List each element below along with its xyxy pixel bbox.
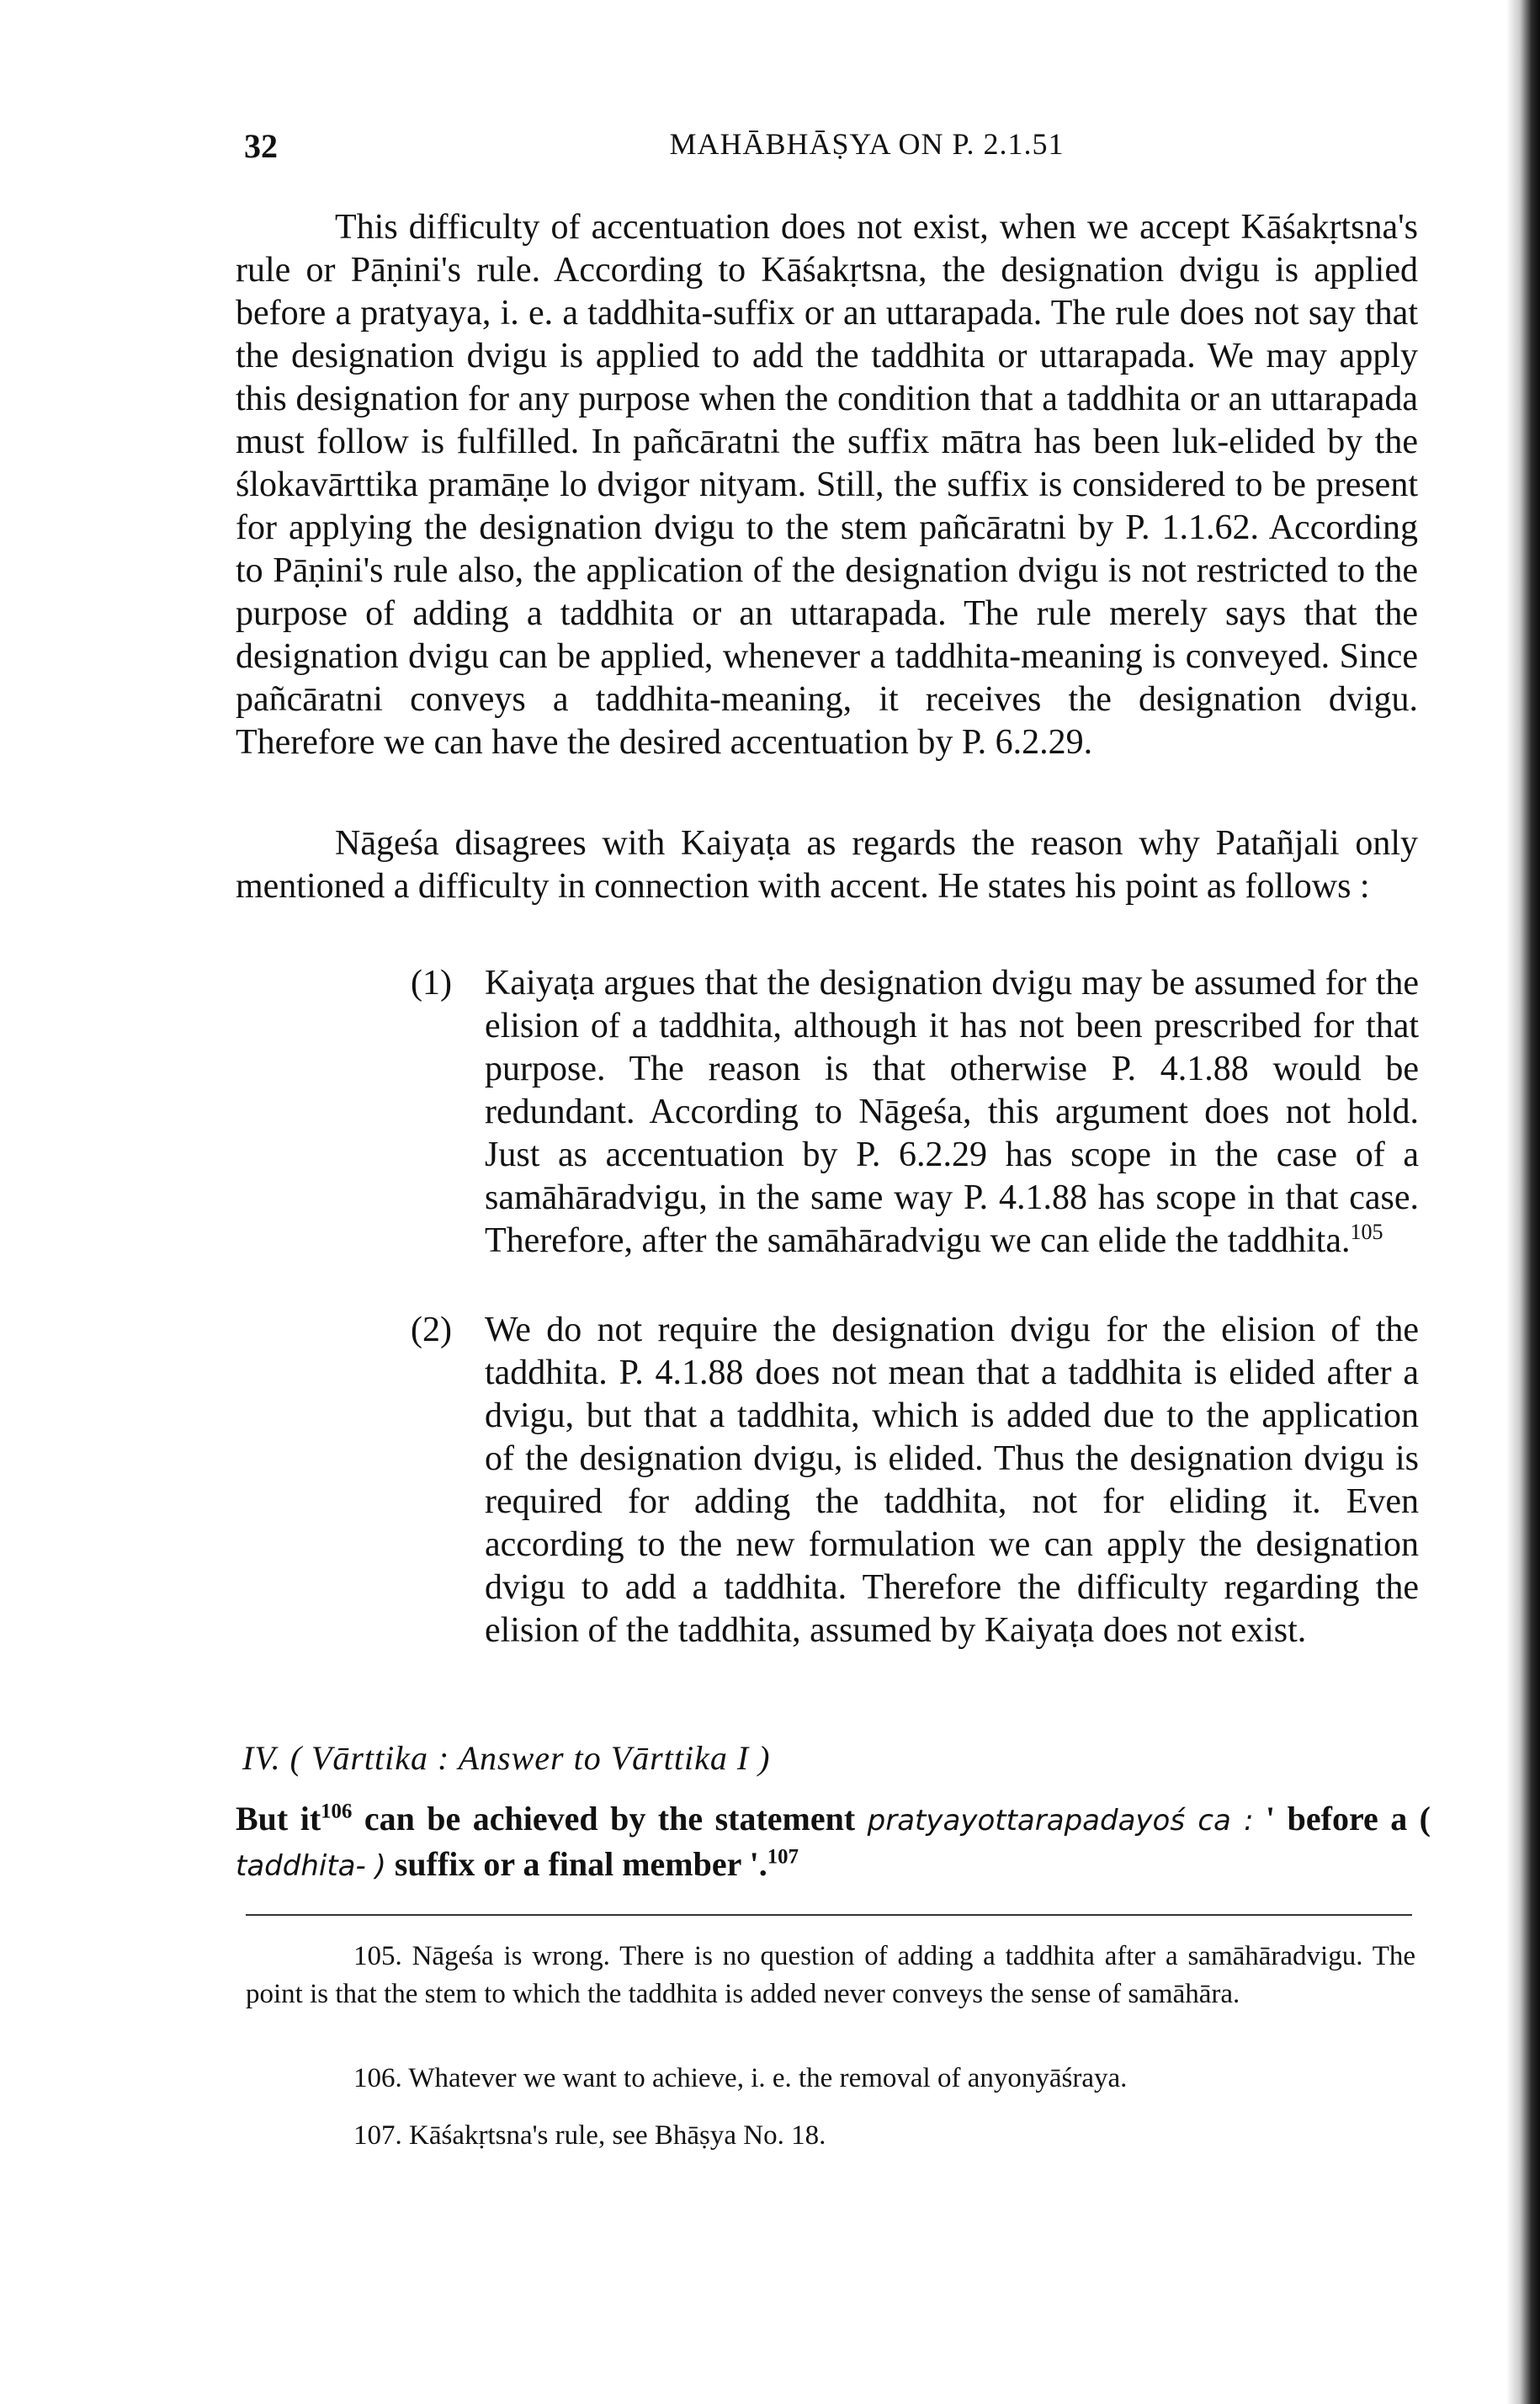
point-marker: (1) bbox=[411, 964, 452, 1003]
footnote-ref-106[interactable]: 106 bbox=[321, 1800, 353, 1823]
point-text: Kaiyaṭa argues that the designation dvigu may be assumed for the elision of a taddhita, although it has not been prescribed for that purpose. The reason is that otherwise P. 4.1.88 would be redundant. According to Nāgeśa, this argument does not hold. Just as accentuation by P. 6.2.29 has scope in the case of a samāhāradvigu, in the same way P. 4.1.88 has scope in that case. Therefore, after the samāhāradvigu we can elide the taddhita.$^{105}$ bbox=[485, 964, 1419, 1260]
footnote-107 bbox=[246, 2117, 1415, 2155]
sanskrit-rule: pratyayottarapadayoś ca : bbox=[867, 1804, 1254, 1838]
scan-page-edge bbox=[1506, 0, 1540, 2404]
footnote-divider bbox=[246, 1914, 1412, 1916]
page-number: 32 bbox=[244, 127, 278, 165]
footnote-ref-105[interactable]: 105 bbox=[1350, 1220, 1383, 1244]
point-marker: (2) bbox=[411, 1311, 452, 1349]
running-title: MAHĀBHĀṢYA ON P. 2.1.51 bbox=[669, 127, 1065, 161]
statement-text: But $it^{106}$ can be achieved by the statement pratyayottarapadayoś ca : ' before a ( taddhita- ) suffix or a final member '.$^{107}$ bbox=[236, 1800, 1431, 1883]
footnote-number: 105. bbox=[353, 1941, 402, 1971]
numbered-point-2 bbox=[411, 1309, 1419, 1652]
numbered-point-1 bbox=[411, 962, 1419, 1263]
footnote-text: Nāgeśa is wrong. There is no question of adding a taddhita after a samāhāradvigu. The point is that the stem to which the taddhita is added never conveys the sense of samāhāra. bbox=[246, 1941, 1416, 2009]
page-header bbox=[244, 126, 1422, 177]
footnote-text: Kāśakṛtsna's rule, see Bhāṣya No. 18. bbox=[409, 2120, 826, 2151]
point-text: We do not require the designation dvigu for the elision of the taddhita. P. 4.1.88 does not mean that a taddhita is elided after a dvigu, but that a taddhita, which is added due to the application of the designation dvigu, is elided. Thus the designation dvigu is required for adding the taddhita, not for eliding it. Even according to the new formulation we can apply the designation dvigu to add a taddhita. Therefore the difficulty regarding the elision of the taddhita, assumed by Kaiyaṭa does not exist. bbox=[485, 1311, 1419, 1650]
footnote-number: 107. bbox=[353, 2120, 402, 2151]
paragraph-text: This difficulty of accentuation does not exist, when we accept Kāśakṛtsna's rule or Pāṇini's rule. According to Kāśakṛtsna, the designation dvigu is applied before a pratyaya, i. e. a taddhita-suffix or an uttarapada. The rule does not say that the designation dvigu is applied to add the taddhita or uttarapada. We may apply this designation for any purpose when the condition that a taddhita or an uttarapada must follow is fulfilled. In pañcāratni the suffix mātra has been luk-elided by the ślokavārttika pramāṇe lo dvigor nityam. Still, the suffix is considered to be present for applying the designation dvigu to the stem pañcāratni by P. 1.1.62. According to Pāṇini's rule also, the application of the designation dvigu is not restricted to the purpose of adding a taddhita or an uttarapada. The rule merely says that the designation dvigu can be applied, whenever a taddhita-meaning is conveyed. Since pañcāratni conveys a taddhita-meaning, it receives the designation dvigu. Therefore we can have the desired accentuation by P. 6.2.29. bbox=[236, 208, 1418, 762]
footnote-number: 106. bbox=[353, 2063, 402, 2093]
paragraph-nagesa bbox=[236, 822, 1418, 908]
footnote-ref-107[interactable]: 107 bbox=[767, 1845, 799, 1869]
paragraph-text: Nāgeśa disagrees with Kaiyaṭa as regards the reason why Patañjali only mentioned a difficulty in connection with accent. He states his point as follows : bbox=[236, 824, 1418, 906]
footnote-text: Whatever we want to achieve, i. e. the removal of anyonyāśraya. bbox=[408, 2063, 1128, 2093]
section-heading: IV. ( Vārttika : Answer to Vārttika I ) bbox=[242, 1739, 771, 1777]
paragraph-accentuation bbox=[236, 206, 1418, 764]
footnote-105 bbox=[246, 1938, 1415, 2013]
footnote-106 bbox=[246, 2060, 1415, 2098]
varttika-statement bbox=[236, 1797, 1431, 1888]
